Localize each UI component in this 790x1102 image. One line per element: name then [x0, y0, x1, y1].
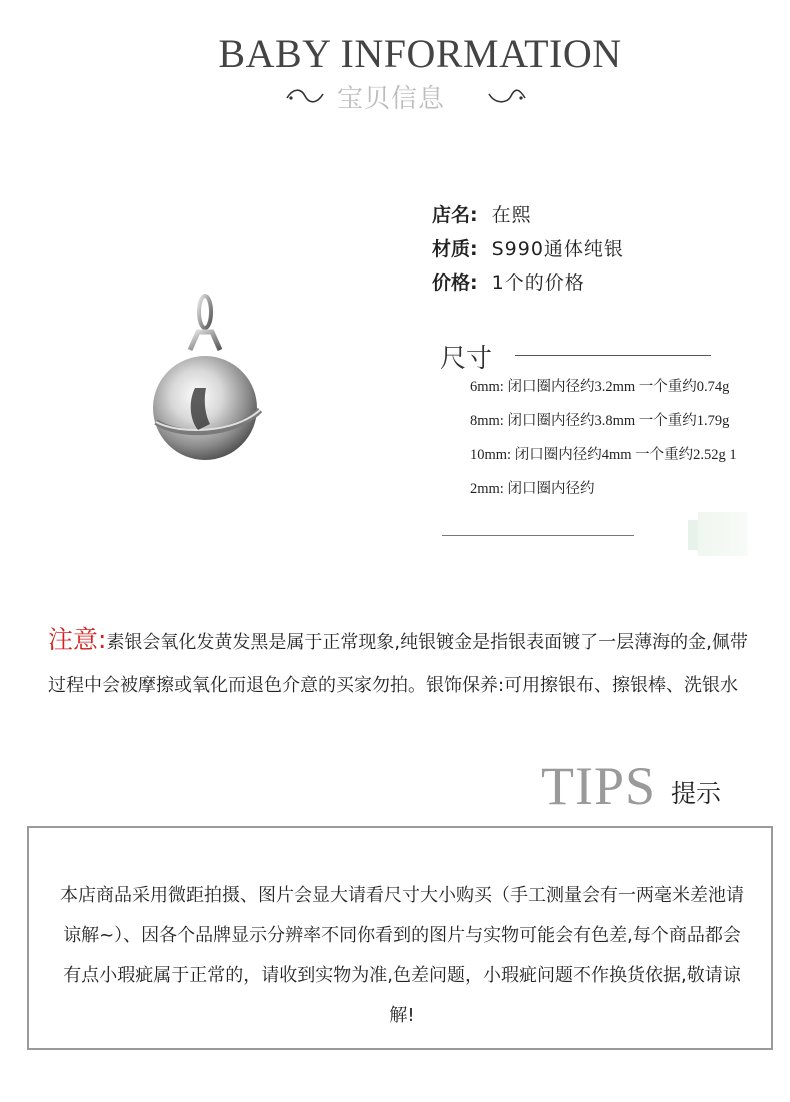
- tips-heading-cn: 提示: [671, 779, 722, 808]
- product-info: [432, 198, 624, 300]
- info-key: 店名:: [432, 204, 478, 226]
- info-row-material: [432, 232, 624, 266]
- care-notice: [48, 618, 760, 707]
- tips-heading: TIPS: [541, 756, 657, 816]
- tips-text: 本店商品采用微距拍摄、图片会显大请看尺寸大小购买（手工测量会有一两毫米差池请谅解~）、因各个品牌显示分辨率不同你看到的图片与实物可能会有色差,每个商品都会有点小瑕疵属于正常的，请收到实物为准,色差问题，小瑕疵问题不作换货依据,敬请谅解!: [60, 885, 744, 1026]
- size-heading: 尺寸: [440, 344, 493, 374]
- silver-bell-pendant-image: [140, 290, 280, 470]
- image-artifact: [688, 520, 698, 550]
- right-swirl-ornament: [483, 86, 527, 106]
- info-row-store: [432, 198, 624, 232]
- size-details: 6mm: 闭口圈内径约3.2mm 一个重约0.74g 8mm: 闭口圈内径约3.8mm 一个重约1.79g 10mm: 闭口圈内径约4mm 一个重约2.52g 12mm: 闭口圈内径约: [470, 379, 737, 497]
- notice-text: 素银会氧化发黄发黑是属于正常现象,纯银镀金是指银表面镀了一层薄海的金,佩带过程中会被摩擦或氧化而退色介意的买家勿拍。银饰保养:可用擦银布、擦银棒、洗银水: [48, 632, 748, 696]
- size-heading-rule: [515, 355, 711, 356]
- info-key: 材质:: [432, 238, 478, 260]
- left-swirl-ornament: [285, 86, 329, 106]
- tips-box: [27, 826, 773, 1050]
- size-bottom-rule: [442, 535, 634, 536]
- page-subtitle: 宝贝信息: [337, 84, 446, 114]
- info-value: 在熙: [491, 204, 532, 226]
- page-subtitle-block: [285, 78, 525, 114]
- info-value: S990通体纯银: [491, 238, 624, 260]
- info-value: 1个的价格: [491, 272, 585, 294]
- info-key: 价格:: [432, 272, 478, 294]
- notice-label: 注意:: [48, 625, 107, 654]
- image-artifact: [698, 512, 748, 556]
- page-title: BABY INFORMATION: [218, 31, 622, 76]
- info-row-price: [432, 266, 624, 300]
